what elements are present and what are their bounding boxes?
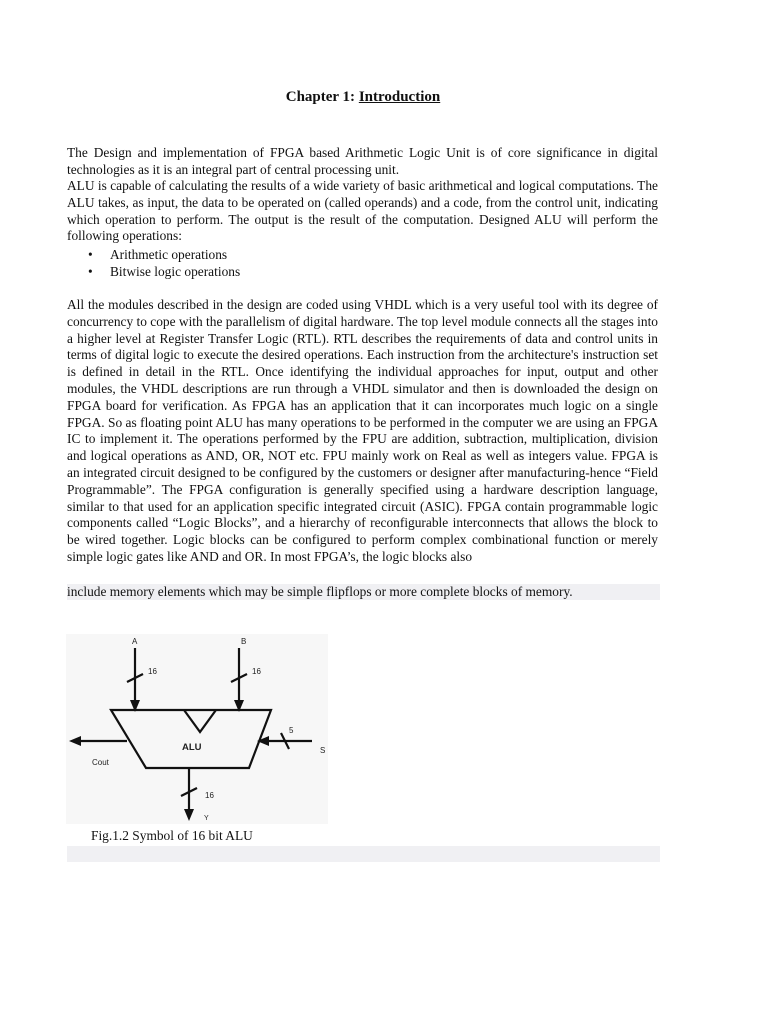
input-a-width-label: 16 [148, 667, 157, 676]
carry-out-label: Cout [92, 758, 109, 767]
memory-elements-line: include memory elements which may be simple flipflops or more complete blocks of memory. [67, 584, 660, 600]
chapter-heading-prefix: Chapter 1: [285, 89, 359, 105]
alu-symbol-figure [66, 634, 328, 824]
select-label: S [320, 746, 326, 755]
alu-description-paragraph: ALU is capable of calculating the results of a wide variety of basic arithmetical and logical computations. The ALU takes, as input, the data to be operated on (called operands) and a code, from the control unit, indicating which operation to perform. The output is the result of the computation. Designed ALU will perform the following operations: [67, 178, 658, 244]
figure-caption: Fig.1.2 Symbol of 16 bit ALU [91, 828, 253, 843]
vhdl-fpga-paragraph: All the modules described in the design are coded using VHDL which is a very useful tool with its degree of concurrency to cope with the parallelism of digital hardware. The top level module connects all the stages into a higher level at Register Transfer Logic (RTL). RTL describes the requirements of data and control units in terms of digital logic to execute the desired operations. Each instruction from the architecture's instruction set is defined in detail in the RTL. Once identifying the individual approaches for input, output and other modules, the VHDL descriptions are run through a VHDL simulator and then is downloaded the design on FPGA board for verification. As FPGA has an application that it can incorporates much logic on a single FPGA. So as floating point ALU has many operations to be performed in the computer we are using an FPGA IC to implement it. The operations performed by the FPU are addition, subtraction, multiplication, division and logical operations as AND, OR, NOT etc. FPU mainly work on Real as well as integers value. FPGA is an integrated circuit designed to be configured by the customers or designer after manufacturing-hence “Field Programmable”. The FPGA configuration is generally specified using a hardware description language, similar to that used for an application specific integrated circuit (ASIC). FPGA contain programmable logic components called “Logic Blocks”, and a hierarchy of reconfigurable interconnects that allows the block to be wired together. Logic blocks can be configured to perform complex combinational function or merely simple logic gates like AND and OR. In most FPGA’s, the logic blocks also [67, 297, 658, 564]
select-width-label: 5 [289, 726, 294, 735]
chapter-heading [0, 89, 726, 106]
figure-bottom-band [67, 846, 660, 862]
list-item-arithmetic: • Arithmetic operations [88, 246, 240, 263]
intro-paragraph: The Design and implementation of FPGA based Arithmetic Logic Unit is of core significance in digital technologies as it is an integral part of central processing unit. [67, 145, 658, 177]
input-b-width-label: 16 [252, 667, 261, 676]
output-y-label: Y [204, 815, 209, 822]
input-a-label: A [132, 637, 138, 646]
alu-label: ALU [182, 742, 202, 753]
output-width-label: 16 [205, 791, 214, 800]
list-item-bitwise: • Bitwise logic operations [88, 263, 240, 280]
operations-list [88, 246, 240, 280]
chapter-heading-title: Introduction [358, 89, 441, 105]
input-b-label: B [241, 637, 247, 646]
